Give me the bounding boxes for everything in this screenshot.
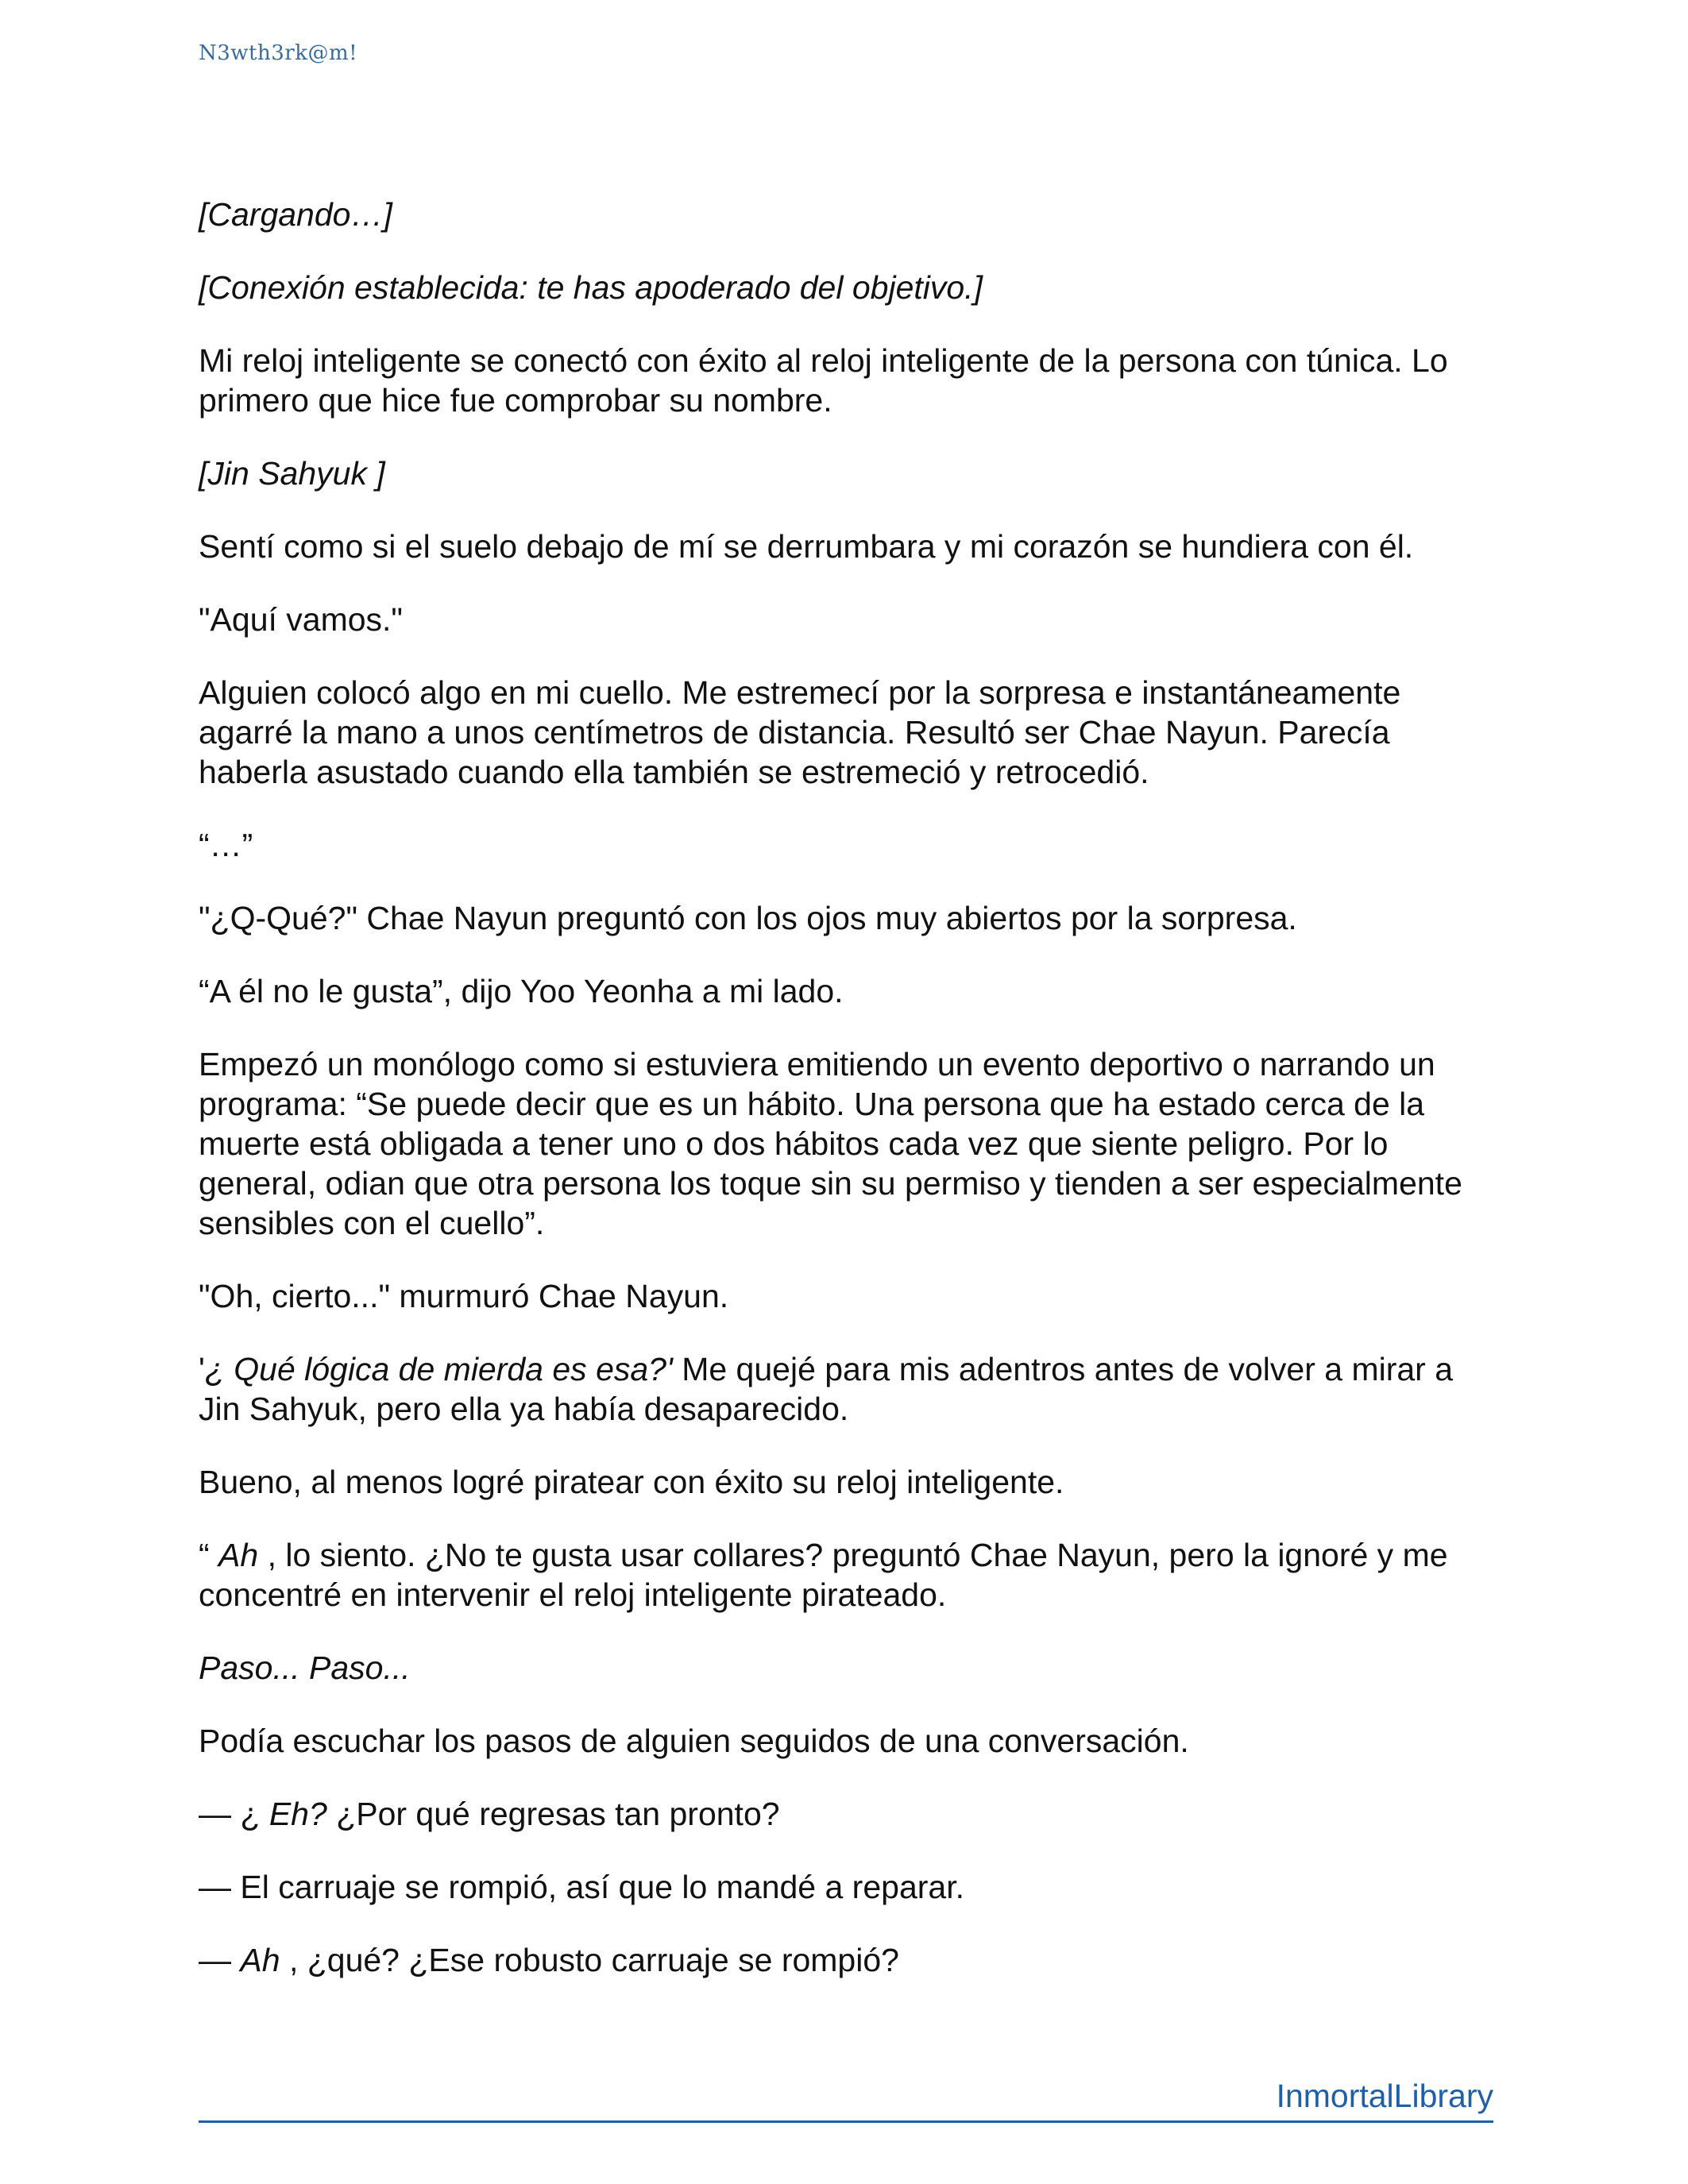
text-segment: "Oh, cierto..." murmuró Chae Nayun. <box>199 1278 729 1314</box>
paragraph <box>199 1535 1493 1615</box>
paragraph <box>199 898 1493 938</box>
text-segment: "¿Q-Qué?" Chae Nayun preguntó con los ojos muy abiertos por la sorpresa. <box>199 900 1297 936</box>
text-segment: “A él no le gusta”, dijo Yoo Yeonha a mi lado. <box>199 973 844 1009</box>
paragraph <box>199 1462 1493 1502</box>
text-segment: Empezó un monólogo como si estuviera emitiendo un evento deportivo o narrando un programa: “Se puede decir que es un hábito. Una persona que ha estado cerca de la muerte está obligada a tener uno o dos hábitos cada vez que siente peligro. Por lo general, odian que otra persona los toque sin su permiso y tienden a ser especialmente sensibles con el cuello”. <box>199 1046 1472 1241</box>
paragraph <box>199 825 1493 865</box>
text-segment: "Aquí vamos." <box>199 601 403 638</box>
text-segment: — ¿ <box>199 1796 269 1832</box>
document-body <box>199 195 1493 1980</box>
text-segment: Podía escuchar los pasos de alguien seguidos de una conversación. <box>199 1723 1189 1759</box>
text-segment: — El carruaje se rompió, así que lo mandé a reparar. <box>199 1869 964 1905</box>
paragraph <box>199 971 1493 1011</box>
paragraph <box>199 1276 1493 1316</box>
text-segment: “…” <box>199 827 253 863</box>
text-segment: , lo siento. ¿No te gusta usar collares? preguntó Chae Nayun, pero la ignoré y me concentré en intervenir el reloj inteligente pirateado. <box>199 1537 1457 1613</box>
footer-link[interactable]: InmortalLibrary <box>1276 2078 1493 2114</box>
paragraph <box>199 1044 1493 1243</box>
footer-rule <box>199 2076 1493 2123</box>
text-segment: Me quejé para mis adentros antes de volver a mirar a Jin Sahyuk, pero ella ya había desaparecido. <box>199 1351 1462 1427</box>
text-segment: “ <box>199 1537 219 1573</box>
text-segment: Sentí como si el suelo debajo de mí se derrumbara y mi corazón se hundiera con él. <box>199 528 1414 565</box>
italic-text: [Jin Sahyuk ] <box>199 455 385 492</box>
paragraph <box>199 1648 1493 1688</box>
paragraph <box>199 1794 1493 1834</box>
italic-text: Ah <box>218 1537 259 1573</box>
paragraph <box>199 1721 1493 1761</box>
header-watermark: N3wth3rk@m! <box>199 41 358 65</box>
paragraph <box>199 673 1493 792</box>
italic-text: Ah <box>240 1942 280 1978</box>
paragraph <box>199 1349 1493 1429</box>
text-segment: — <box>199 1942 241 1978</box>
italic-text: Paso... Paso... <box>199 1650 411 1686</box>
paragraph <box>199 600 1493 639</box>
italic-text: [Conexión establecida: te has apoderado del objetivo.] <box>199 269 983 306</box>
text-segment: Mi reloj inteligente se conectó con éxito al reloj inteligente de la persona con túnica. Lo primero que hice fue comprobar su nombre. <box>199 342 1458 419</box>
text-segment: Alguien colocó algo en mi cuello. Me estremecí por la sorpresa e instantáneamente agarré la mano a unos centímetros de distancia. Resultó ser Chae Nayun. Parecía haberla asustado cuando ella también se estremeció y retrocedió. <box>199 674 1410 790</box>
text-segment: ¿Por qué regresas tan pronto? <box>326 1796 780 1832</box>
text-segment: Bueno, al menos logré piratear con éxito su reloj inteligente. <box>199 1464 1064 1500</box>
paragraph <box>199 453 1493 493</box>
italic-text: Eh? <box>268 1796 327 1832</box>
italic-text: [Cargando…] <box>199 196 392 233</box>
paragraph <box>199 527 1493 566</box>
paragraph <box>199 341 1493 420</box>
italic-text: ¿ Qué lógica de mierda es esa?' <box>204 1351 673 1387</box>
text-segment: , ¿qué? ¿Ese robusto carruaje se rompió? <box>280 1942 899 1978</box>
paragraph <box>199 195 1493 234</box>
paragraph <box>199 268 1493 307</box>
text-segment: ' <box>199 1351 205 1387</box>
paragraph <box>199 1867 1493 1907</box>
paragraph <box>199 1940 1493 1980</box>
